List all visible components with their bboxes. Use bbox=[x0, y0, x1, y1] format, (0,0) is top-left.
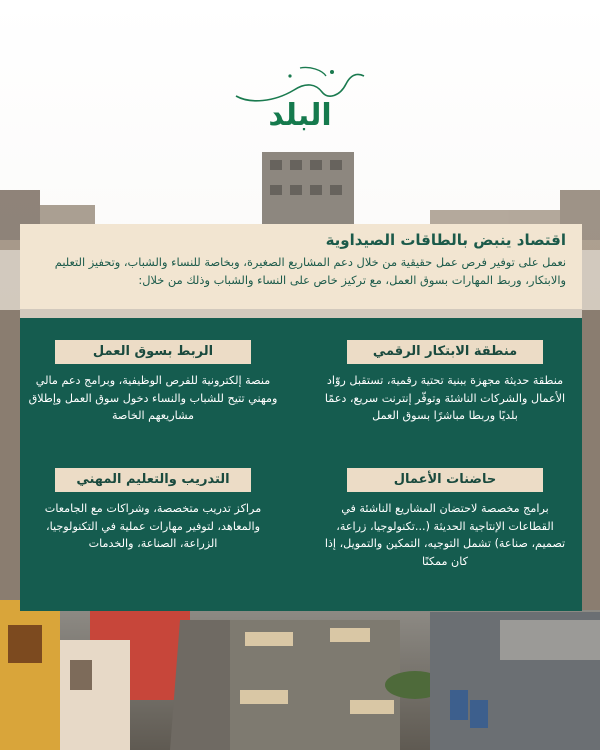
card-description: برامج مخصصة لاحتضان المشاريع الناشئة في القطاعات الإنتاجية الحديثة (...تكنولوجيا، زراعة، تصميم، صناعة) تشمل التوجيه، التمكين والتمويل، إذا كان ممكنًا bbox=[324, 502, 566, 568]
card-title: الربط بسوق العمل bbox=[55, 340, 251, 364]
card-description: مراكز تدريب متخصصة، وشراكات مع الجامعات والمعاهد، لتوفير مهارات عملية في التكنولوجيا، الزراعة، الصناعة، والخدمات bbox=[44, 502, 262, 550]
intro-body: نعمل على توفير فرص عمل حقيقية من خلال دعم المشاريع الصغيرة، وبخاصة للنساء والشباب، وتحفيز التعليم والابتكار، وربط المهارات بسوق العمل، مع تركيز خاص على النساء والشباب وذلك من خلال: bbox=[54, 255, 566, 287]
card-business-incubators bbox=[320, 468, 570, 570]
intro-box bbox=[20, 224, 582, 309]
card-title: التدريب والتعليم المهني bbox=[55, 468, 251, 492]
card-description: منطقة حديثة مجهزة ببنية تحتية رقمية، تستقبل روّاد الأعمال والشركات الناشئة وتوفّر إنترنت سريع، دعمًا بلديًا وربطا مباشرًا بسوق العمل bbox=[324, 374, 566, 422]
card-title: منطقة الابتكار الرقمي bbox=[347, 340, 543, 364]
intro-title: اقتصاد ينبض بالطاقات الصيداوية bbox=[325, 231, 566, 249]
card-description: منصة إلكترونية للفرص الوظيفية، وبرامج دعم مالي ومهني تتيح للشباب والنساء دخول سوق العمل وإطلاق مشاريعهم الخاصة bbox=[28, 374, 278, 422]
brand-logo bbox=[230, 62, 370, 142]
card-digital-innovation-zone bbox=[320, 340, 570, 425]
initiatives-panel bbox=[20, 318, 582, 611]
brand-wordmark: البلد bbox=[268, 98, 332, 133]
card-title: حاضنات الأعمال bbox=[347, 468, 543, 492]
card-vocational-training bbox=[28, 468, 278, 553]
card-labor-market-linkage bbox=[28, 340, 278, 425]
